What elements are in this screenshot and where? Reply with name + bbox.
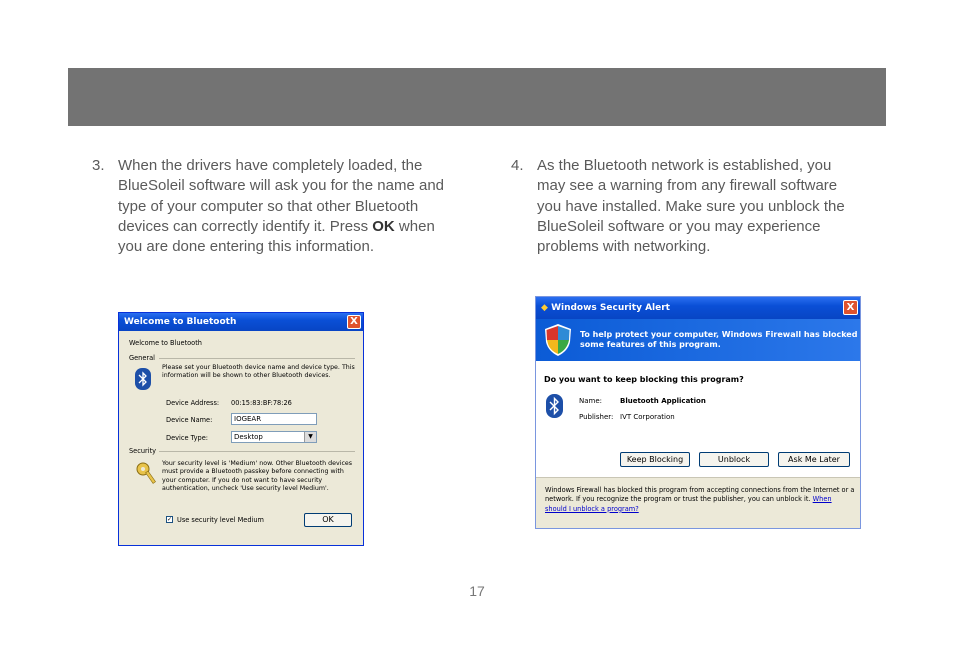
step-3-text-after: when you are done entering this information. — [118, 217, 435, 256]
welcome-heading: Welcome to Bluetooth — [129, 339, 202, 347]
shield-small-icon: ◆ — [541, 303, 548, 313]
step-3-text-before: When the drivers have completely loaded, the BlueSoleil software will ask you for the name and type of your computer so that other Bluetooth devices can correctly identify it. Press — [118, 157, 445, 235]
step-4-text: As the Bluetooth network is established, you may see a warning from any firewall software you have installed. Make sure you unblock the BlueSoleil software or you may experience problems with networking. — [537, 157, 845, 256]
close-button[interactable]: X — [347, 315, 361, 329]
security-checkbox-label: Use security level Medium — [177, 516, 264, 524]
security-description: Your security level is 'Medium' now. Other Bluetooth devices must provide a Bluetooth passkey before connecting with your computer. If you do not want to have security authentication, uncheck 'Use security level Medium'. — [162, 460, 353, 493]
key-icon — [135, 461, 157, 487]
keep-blocking-button[interactable]: Keep Blocking — [620, 452, 690, 467]
welcome-dialog-title: Welcome to Bluetooth — [124, 317, 237, 327]
device-type-select[interactable] — [231, 431, 317, 443]
general-description: Please set your Bluetooth device name and device type. This information will be shown to other Bluetooth devices. — [162, 364, 355, 380]
step-3-ok-emphasis: OK — [372, 217, 395, 235]
device-name-input[interactable]: IOGEAR — [231, 413, 317, 425]
unblock-button[interactable]: Unblock — [699, 452, 769, 467]
security-section-label: Security — [129, 447, 157, 455]
security-separator — [159, 451, 355, 452]
publisher-value: IVT Corporation — [620, 413, 675, 421]
general-section-label: General — [129, 354, 155, 362]
publisher-label: Publisher: — [579, 413, 614, 421]
bluetooth-icon — [546, 394, 563, 418]
header-bar — [68, 68, 886, 126]
footer-description: Windows Firewall has blocked this program from accepting connections from the Internet or a network. If you recognize the program or trust the publisher, you can unblock it. — [545, 486, 855, 504]
general-separator — [159, 358, 355, 359]
footer-text — [545, 486, 855, 514]
welcome-dialog-titlebar[interactable] — [119, 313, 363, 331]
welcome-dialog — [118, 312, 364, 546]
firewall-banner — [536, 319, 860, 361]
block-question: Do you want to keep blocking this program? — [544, 375, 744, 384]
bluetooth-icon — [135, 368, 151, 390]
ask-me-later-button[interactable]: Ask Me Later — [778, 452, 850, 467]
security-alert-title: Windows Security Alert — [551, 303, 670, 313]
unblock-help-link[interactable]: When should I unblock a program? — [545, 495, 832, 513]
security-alert-footer — [536, 477, 860, 528]
step-3-number: 3. — [92, 157, 105, 174]
device-name-label: Device Name: — [166, 416, 213, 424]
device-address-label: Device Address: — [166, 399, 220, 407]
shield-icon — [544, 323, 572, 357]
security-alert-dialog — [535, 296, 861, 529]
firewall-banner-text: To help protect your computer, Windows Firewall has blocked some features of this program. — [580, 330, 858, 349]
device-type-label: Device Type: — [166, 434, 209, 442]
chevron-down-icon[interactable]: ▼ — [304, 432, 316, 442]
security-alert-titlebar[interactable] — [536, 297, 860, 319]
ok-button[interactable]: OK — [304, 513, 352, 527]
program-name-label: Name: — [579, 397, 603, 405]
device-address-value: 00:15:83:BF:78:26 — [231, 399, 292, 407]
step-4-number: 4. — [511, 157, 524, 174]
program-name-value: Bluetooth Application — [620, 397, 706, 405]
security-checkbox[interactable]: ✓ — [167, 516, 173, 523]
device-type-value: Desktop — [234, 433, 263, 441]
close-button[interactable]: X — [843, 300, 858, 315]
page-number: 17 — [469, 583, 485, 599]
step-3-text — [118, 156, 450, 257]
